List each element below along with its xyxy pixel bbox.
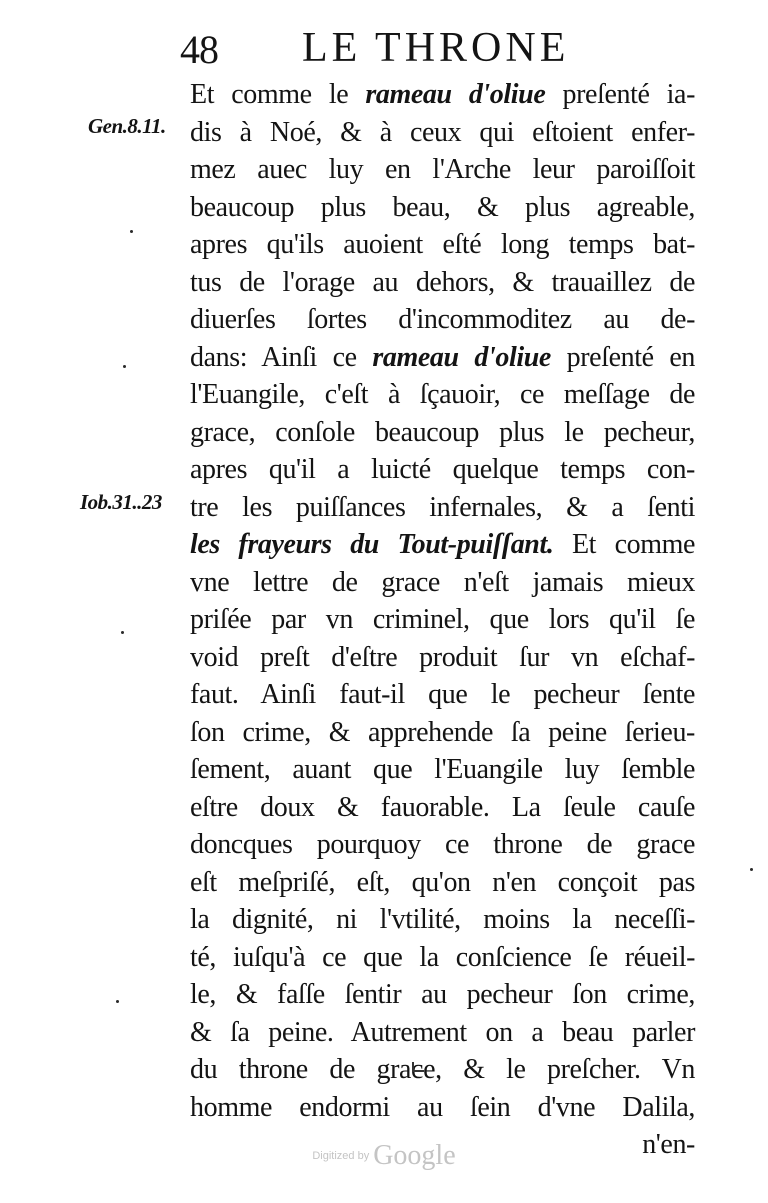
text-run: la dignité, ni l'vtilité, moins la neceſſi-: [190, 904, 695, 935]
text-run: preſenté en: [550, 341, 695, 373]
text-line: [190, 676, 695, 714]
text-run: Et comme: [553, 529, 695, 560]
body-text: [190, 76, 695, 1164]
scan-speck: [123, 365, 126, 368]
page-header: [176, 22, 606, 74]
text-run: grace, conſole beaucoup plus le pecheur,: [190, 416, 695, 448]
text-line: [190, 339, 695, 377]
text-line: [190, 114, 695, 152]
text-run: ſon crime, & apprehende ſa peine ſerieu-: [190, 716, 695, 748]
text-line: [190, 451, 695, 489]
scan-speck: [750, 868, 753, 871]
text-run: apres qu'ils auoient eſté long temps bat-: [190, 229, 695, 260]
text-line: [190, 264, 695, 302]
text-line: [190, 601, 695, 639]
text-run: & ſa peine. Autrement on a beau parler: [190, 1016, 695, 1048]
text-run: le, & faſſe ſentir au pecheur ſon crime,: [190, 979, 695, 1010]
text-run: diuerſes ſortes d'incommoditez au de-: [190, 304, 695, 335]
text-run: Et comme le: [190, 79, 366, 110]
text-line: [190, 751, 695, 789]
text-run: tre les puiſſances infernales, & a ſenti: [190, 491, 695, 523]
text-line: [190, 639, 695, 677]
margin-note-genesis: Gen.8.11.: [88, 114, 166, 138]
text-line: [190, 1014, 695, 1052]
text-run: void preſt d'eſtre produit ſur vn eſchaf-: [190, 641, 695, 673]
text-run: ſement, auant que l'Euangile luy ſemble: [190, 754, 695, 785]
watermark-digitized-by: Digitized by: [312, 1150, 370, 1162]
text-line: [190, 976, 695, 1014]
text-line: [190, 489, 695, 527]
italic-phrase: rameau d'oliue: [372, 341, 551, 373]
text-line: [190, 789, 695, 827]
text-line: [190, 151, 695, 189]
text-line: [190, 226, 695, 264]
text-line: [190, 376, 695, 414]
text-run: priſée par vn criminel, que lors qu'il ſe: [190, 604, 695, 635]
text-run: doncques pourquoy ce throne de grace: [190, 829, 695, 860]
text-line: [190, 939, 695, 977]
text-line: [190, 1089, 695, 1127]
text-line: [190, 301, 695, 339]
scan-mark: [412, 1062, 424, 1072]
text-run: dans: Ainſi ce: [190, 341, 373, 373]
scan-speck: [130, 230, 133, 233]
text-run: homme endormi au ſein d'vne Dalila,: [190, 1091, 695, 1123]
scan-speck: [121, 631, 124, 634]
page-number: 48: [180, 27, 218, 72]
text-run: vne lettre de grace n'eſt jamais mieux: [190, 566, 695, 598]
text-line: [190, 189, 695, 227]
text-run: apres qu'il a luicté quelque temps con-: [190, 454, 695, 485]
text-run: preſenté ia-: [545, 79, 695, 110]
text-run: faut. Ainſi faut-il que le pecheur ſente: [190, 679, 695, 710]
watermark-google-logo: Google: [373, 1140, 456, 1171]
text-run: tus de l'orage au dehors, & trauaillez de: [190, 266, 695, 298]
text-line: [190, 901, 695, 939]
margin-note-job: Iob.31..23: [80, 490, 162, 514]
text-run: du throne de grace, & le preſcher. Vn: [190, 1054, 695, 1085]
text-run: l'Euangile, c'eſt à ſçauoir, ce meſſage de: [190, 379, 695, 410]
text-run: beaucoup plus beau, & plus agreable,: [190, 191, 695, 223]
text-line: [190, 564, 695, 602]
text-line: [190, 826, 695, 864]
text-run: té, iuſqu'à ce que la conſcience ſe réueil-: [190, 941, 695, 973]
scan-speck: [116, 1000, 119, 1003]
italic-phrase: rameau d'oliue: [365, 79, 546, 110]
text-run: dis à Noé, & à ceux qui eſtoient enfer-: [190, 116, 695, 148]
text-run: mez auec luy en l'Arche leur paroiſſoit: [190, 154, 695, 185]
text-run: n'en-: [642, 1129, 695, 1160]
running-head: LE THRONE: [302, 25, 570, 71]
italic-phrase: les frayeurs du Tout-puiſſant.: [190, 529, 554, 560]
digitization-watermark: [0, 1140, 768, 1172]
text-line: [190, 526, 695, 564]
text-line: [190, 1051, 695, 1089]
text-line: [190, 714, 695, 752]
text-run: eſtre doux & fauorable. La ſeule cauſe: [190, 791, 695, 823]
text-run: eſt meſpriſé, eſt, qu'on n'en conçoit pas: [190, 866, 695, 898]
text-line: [190, 864, 695, 902]
text-line: [190, 414, 695, 452]
text-line: [190, 76, 695, 114]
